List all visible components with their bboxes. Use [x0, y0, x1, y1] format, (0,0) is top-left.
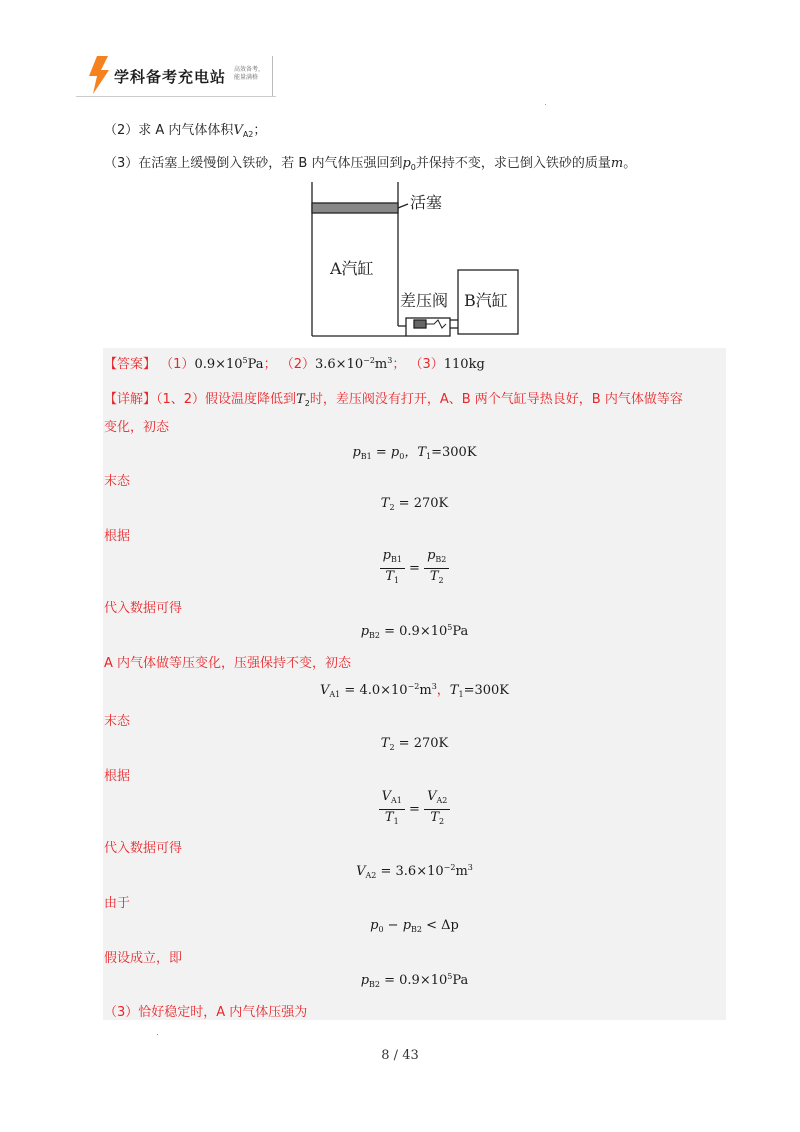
final-state-label-2: 末态: [104, 714, 131, 729]
according-label-1: 根据: [104, 529, 131, 544]
equation-5: $T_2 = 270K$: [380, 736, 449, 752]
header-underline: [76, 96, 276, 97]
explanation-line-1: 【详解】（1、2）假设温度降低到$T_2$时，差压阀没有打开，A、B 两个气缸导热良好，B 内气体做等容: [104, 392, 683, 408]
piston-label: 活塞: [410, 193, 443, 212]
logo-slogan: 高效备考， 能量满格: [234, 66, 265, 81]
equation-7: $p_0 - p_{B2} < \Delta p$: [370, 918, 459, 934]
isobaric-line: A 内气体做等压变化，压强保持不变，初态: [104, 656, 352, 671]
equation-3: $p_{B2} = 0.9\times 10^5Pa$: [360, 623, 469, 640]
explanation-line-2: 变化，初态: [104, 420, 170, 435]
equation-1: $p_{B1} = p_0$，$T_1=300K$: [352, 445, 477, 461]
equation-2: $T_2 = 270K$: [380, 496, 449, 512]
cylinder-a-label: A汽缸: [330, 259, 374, 278]
equation-ratio-1: $\frac{p_{B1}}{T_1}$ = $\frac{p_{B2}}{T_2}$: [103, 548, 726, 589]
header-divider: [272, 56, 273, 96]
logo-brand: 学科备考充电站: [114, 68, 227, 86]
part-3-line: （3）恰好稳定时，A 内气体压强为: [104, 1005, 308, 1020]
question-2: （2）求 A 内气体体积$V_{A2}$；: [104, 123, 267, 139]
logo-bolt-icon: [88, 56, 110, 94]
equation-6: $V_{A2} = 3.6\times 10^{-2}m^3$: [356, 863, 473, 880]
cylinder-b-label: B汽缸: [464, 291, 508, 310]
substitute-label-2: 代入数据可得: [104, 841, 183, 856]
equation-ratio-2: $\frac{V_{A1}}{T_1}$ = $\frac{V_{A2}}{T_2}$: [103, 789, 726, 830]
question-3: （3）在活塞上缓慢倒入铁砂，若 B 内气体压强回到$p_0$并保持不变，求已倒入铁砂的质量m。: [104, 156, 637, 172]
valve-label: 差压阀: [400, 291, 449, 310]
substitute-label-1: 代入数据可得: [104, 601, 183, 616]
answer-line: 【答案】 $(1)0.9\times 10^5Pa$； $(2)3.6\times 10^{-2}m^3$； （3）110kg: [104, 356, 485, 372]
page-number: 8 / 43: [381, 1048, 419, 1063]
speck: [545, 104, 546, 105]
cylinder-diagram: [300, 178, 530, 340]
final-state-label-1: 末态: [104, 474, 131, 489]
according-label-2: 根据: [104, 769, 131, 784]
equation-8: $p_{B2} = 0.9\times 10^5Pa$: [360, 972, 469, 989]
speck-2: [157, 1034, 158, 1035]
equation-4: $V_{A1} = 4.0\times 10^{-2}m^3$，$T_1=300K$: [320, 682, 509, 699]
assumption-label: 假设成立，即: [104, 951, 183, 966]
since-label: 由于: [104, 896, 131, 911]
